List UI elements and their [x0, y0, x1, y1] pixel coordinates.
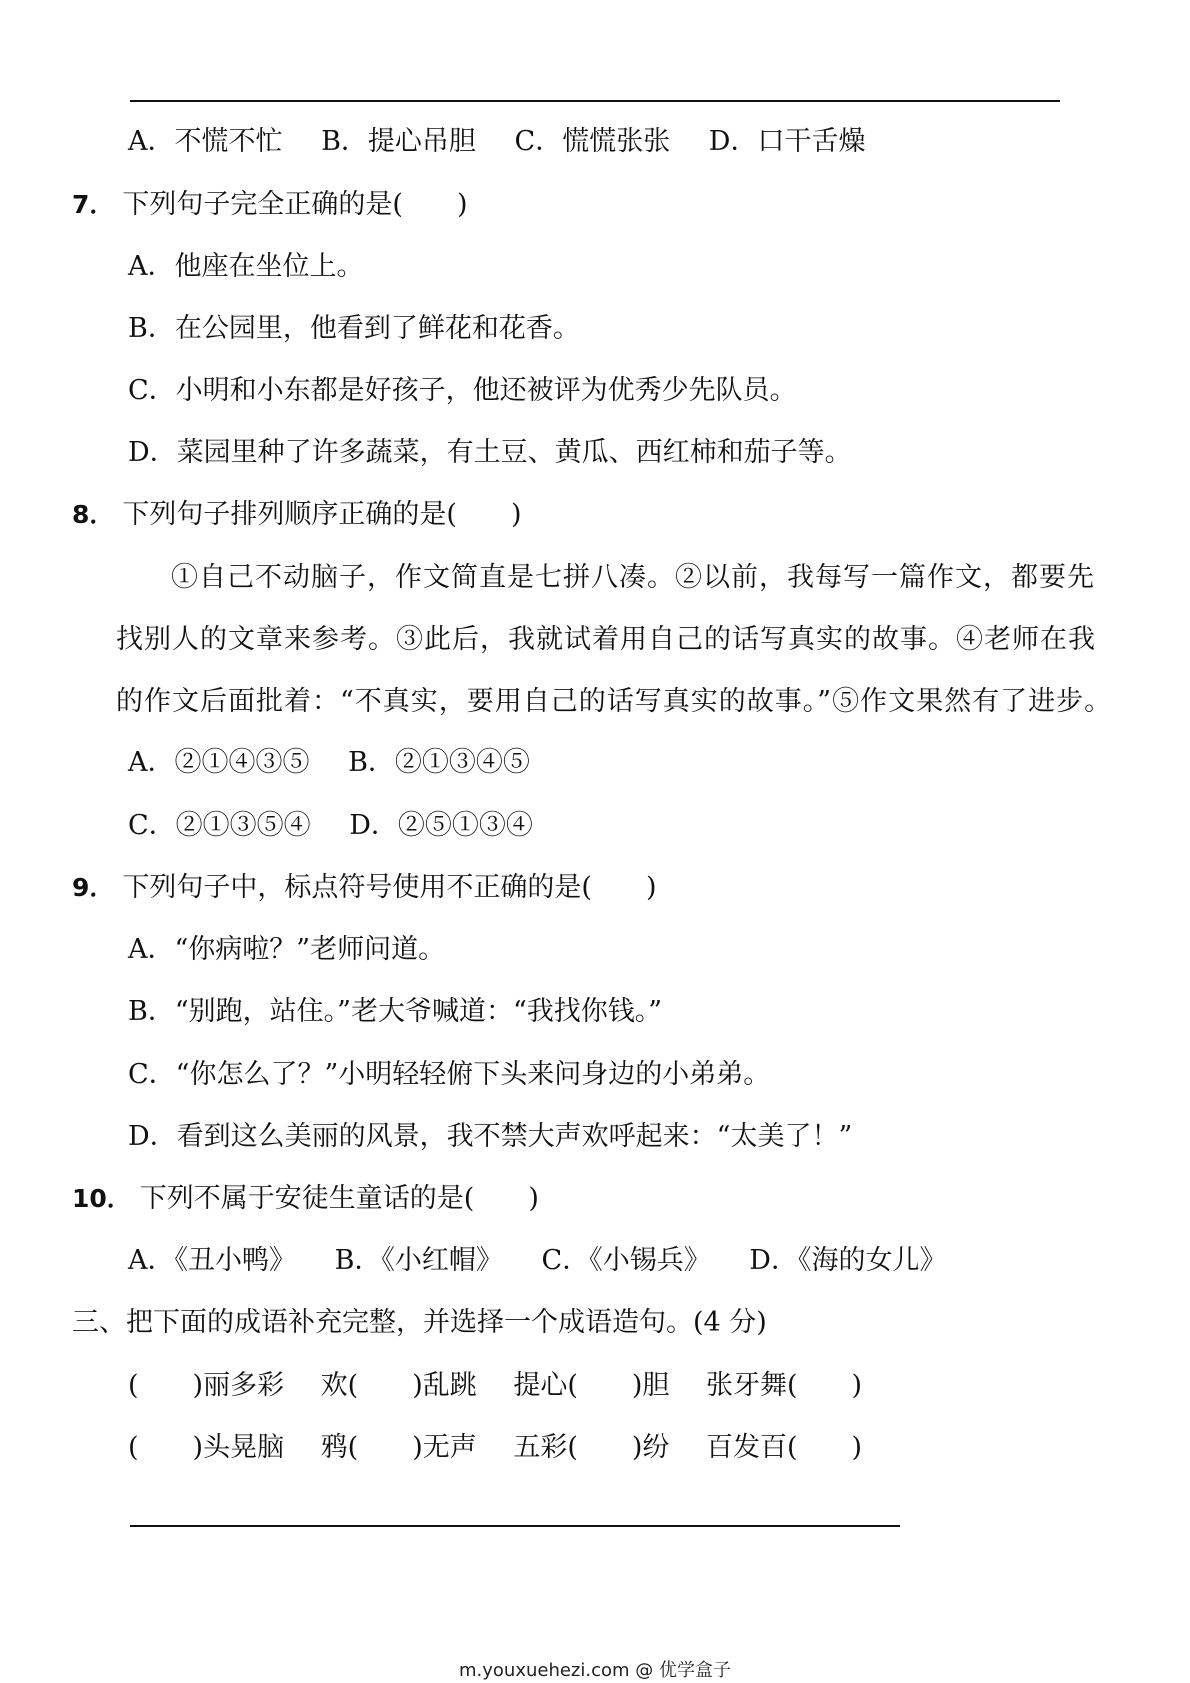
q7-option-c: C．小明和小东都是好孩子，他还被评为优秀少先队员。 [128, 375, 797, 406]
idiom-2: 欢( )乱跳 [320, 1370, 477, 1401]
q8-option-b: B．②①③④⑤ [348, 747, 530, 778]
q6-option-c: C．慌慌张张 [514, 126, 671, 157]
q10-number: 10． [72, 1184, 132, 1213]
q10-options [128, 1243, 946, 1279]
idiom-row-2 [128, 1430, 862, 1466]
q10-text: 下列不属于安徒生童话的是( ) [139, 1183, 539, 1214]
q10-option-b: B．《小红帽》 [334, 1245, 503, 1276]
q7-number: 7． [72, 190, 115, 219]
q7-option-b: B．在公园里，他看到了鲜花和花香。 [128, 313, 580, 344]
q9-option-b: B．“别跑，站住。”老大爷喊道：“我找你钱。” [128, 996, 663, 1027]
answer-line [130, 1525, 900, 1527]
q8-number: 8． [72, 500, 115, 529]
q8-options-row1 [128, 745, 530, 781]
q8-text: 下列句子排列顺序正确的是( ) [122, 499, 522, 530]
idiom-1: ( )丽多彩 [128, 1370, 285, 1401]
q6-option-b: B．提心吊胆 [321, 126, 476, 157]
q10-option-d: D．《海的女儿》 [749, 1245, 947, 1276]
q7-stem [72, 187, 467, 223]
q8-passage [116, 547, 1116, 733]
q9-text: 下列句子中，标点符号使用不正确的是( ) [122, 872, 657, 903]
section3-title: 三、把下面的成语补充完整，并选择一个成语造句。(4 分) [72, 1307, 767, 1338]
q8-option-d: D．②⑤①③④ [349, 810, 533, 841]
q9-number: 9． [72, 873, 115, 902]
q8-options-row2 [128, 808, 533, 844]
header-rule [130, 100, 1060, 102]
q8-stem [72, 497, 521, 533]
q6-option-d: D．口干舌燥 [708, 126, 866, 157]
q10-option-c: C．《小锡兵》 [541, 1245, 711, 1276]
q6-options [128, 124, 865, 160]
q9-stem [72, 870, 656, 906]
idiom-6: 鸦( )无声 [320, 1432, 477, 1463]
q10-option-a: A．《丑小鸭》 [128, 1245, 296, 1276]
q9-option-a: A．“你病啦？”老师问道。 [128, 934, 446, 965]
q10-stem [72, 1181, 539, 1217]
q6-option-a: A．不慌不忙 [128, 126, 283, 157]
footer-watermark: m.youxuehezi.com @ 优学盒子 [458, 1660, 731, 1681]
idiom-7: 五彩( )纷 [513, 1432, 670, 1463]
q8-passage-text: ①自己不动脑子，作文简直是七拼八凑。②以前，我每写一篇作文，都要先找别人的文章来参考。③此后，我就试着用自己的话写真实的故事。④老师在我的作文后面批着：“不真实，要用自己的话写真实的故事。”⑤作文果然有了进步。 [116, 562, 1113, 717]
q7-text: 下列句子完全正确的是( ) [122, 189, 468, 220]
q7-option-d: D．菜园里种了许多蔬菜，有土豆、黄瓜、西红柿和茄子等。 [128, 437, 852, 468]
idiom-5: ( )头晃脑 [128, 1432, 285, 1463]
idiom-4: 张牙舞( ) [706, 1370, 863, 1401]
q8-option-a: A．②①④③⑤ [128, 747, 310, 778]
q8-option-c: C．②①③⑤④ [128, 810, 311, 841]
q9-option-c: C．“你怎么了？”小明轻轻俯下头来问身边的小弟弟。 [128, 1059, 771, 1090]
idiom-8: 百发百( ) [706, 1432, 863, 1463]
idiom-3: 提心( )胆 [513, 1370, 670, 1401]
q9-option-d: D．看到这么美丽的风景，我不禁大声欢呼起来：“太美了！” [128, 1121, 853, 1152]
idiom-row-1 [128, 1368, 862, 1404]
q7-option-a: A．他座在坐位上。 [128, 251, 364, 282]
